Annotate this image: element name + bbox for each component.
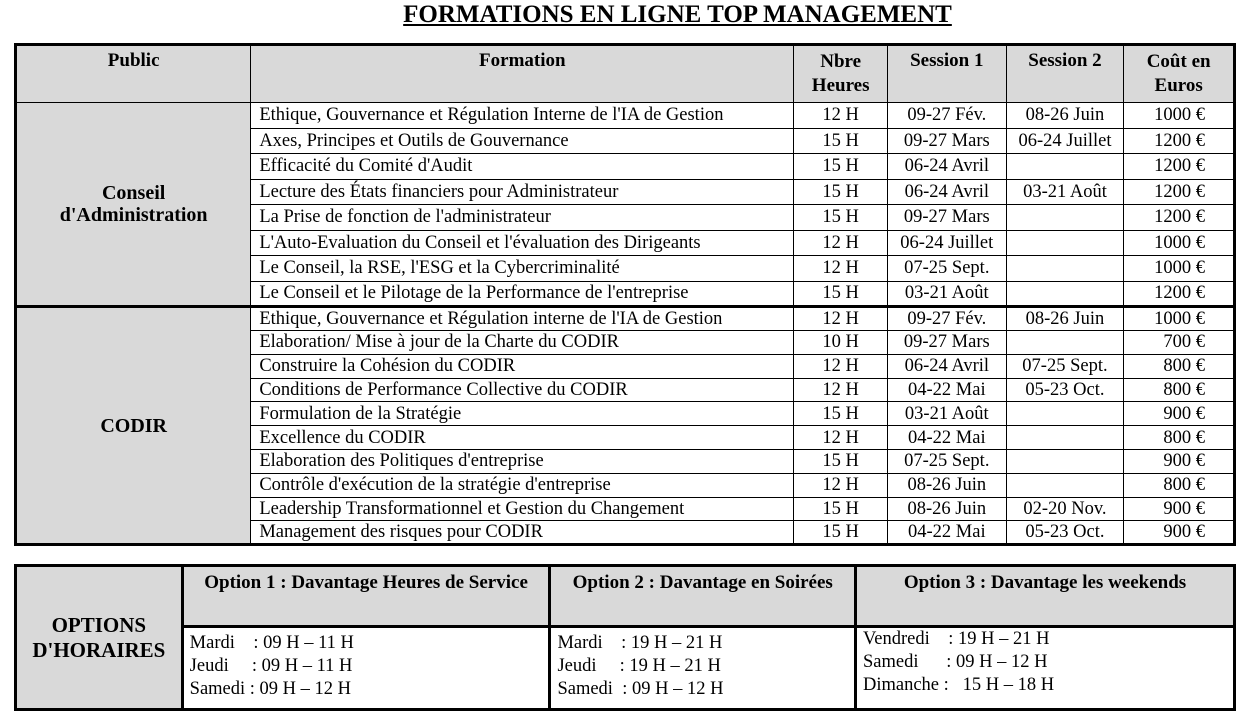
cost-cell: 1000 € xyxy=(1124,256,1235,282)
formation-cell: Elaboration des Politiques d'entreprise xyxy=(251,449,794,473)
session2-cell xyxy=(1006,230,1124,256)
schedule-line: Jeudi : 09 H – 11 H xyxy=(189,656,353,676)
hours-cell: 15 H xyxy=(794,521,888,545)
formation-cell: Lecture des États financiers pour Administrateur xyxy=(251,179,794,205)
table-header-row xyxy=(16,45,1235,103)
cost-cell: 1200 € xyxy=(1124,154,1235,180)
cost-cell: 1000 € xyxy=(1124,230,1235,256)
formation-cell: Le Conseil et le Pilotage de la Performance de l'entreprise xyxy=(251,281,794,307)
cost-cell: 900 € xyxy=(1124,449,1235,473)
formation-cell: Leadership Transformationnel et Gestion du Changement xyxy=(251,497,794,521)
formation-cell: Le Conseil, la RSE, l'ESG et la Cybercriminalité xyxy=(251,256,794,282)
cost-cell: 900 € xyxy=(1124,402,1235,426)
hours-cell: 15 H xyxy=(794,205,888,231)
hours-cell: 15 H xyxy=(794,281,888,307)
session1-cell: 09-27 Mars xyxy=(887,331,1006,355)
session2-cell xyxy=(1006,402,1124,426)
session2-cell: 08-26 Juin xyxy=(1006,307,1124,331)
hours-cell: 12 H xyxy=(794,354,888,378)
header-session1: Session 1 xyxy=(887,45,1006,103)
hours-cell: 15 H xyxy=(794,449,888,473)
options-label xyxy=(16,566,183,710)
session1-cell: 06-24 Avril xyxy=(887,154,1006,180)
formation-cell: Construire la Cohésion du CODIR xyxy=(251,354,794,378)
hours-cell: 12 H xyxy=(794,426,888,450)
cost-cell: 800 € xyxy=(1124,378,1235,402)
session1-cell: 06-24 Avril xyxy=(887,354,1006,378)
options-label-line1: OPTIONS xyxy=(51,612,147,637)
table-row xyxy=(16,307,1235,331)
formation-cell: Ethique, Gouvernance et Régulation interne de l'IA de Gestion xyxy=(251,307,794,331)
option-2-title: Option 2 : Davantage en Soirées xyxy=(550,566,856,627)
schedule-line: Samedi : 09 H – 12 H xyxy=(557,679,724,699)
schedule-line: Mardi : 19 H – 21 H xyxy=(557,633,723,653)
option-1-schedule xyxy=(182,627,550,710)
formation-cell: Ethique, Gouvernance et Régulation Interne de l'IA de Gestion xyxy=(251,103,794,129)
session1-cell: 07-25 Sept. xyxy=(887,256,1006,282)
hours-cell: 15 H xyxy=(794,154,888,180)
session1-cell: 07-25 Sept. xyxy=(887,449,1006,473)
session2-cell xyxy=(1006,256,1124,282)
cost-cell: 1000 € xyxy=(1124,307,1235,331)
schedule-line: Vendredi : 19 H – 21 H xyxy=(863,629,1050,649)
formation-cell: Excellence du CODIR xyxy=(251,426,794,450)
session2-cell xyxy=(1006,449,1124,473)
schedule-line: Dimanche : 15 H – 18 H xyxy=(863,675,1055,695)
cost-cell: 800 € xyxy=(1124,473,1235,497)
cost-cell: 800 € xyxy=(1124,426,1235,450)
session2-cell: 02-20 Nov. xyxy=(1006,497,1124,521)
cost-cell: 1000 € xyxy=(1124,103,1235,129)
hours-cell: 12 H xyxy=(794,230,888,256)
session1-cell: 04-22 Mai xyxy=(887,378,1006,402)
session1-cell: 08-26 Juin xyxy=(887,473,1006,497)
cost-cell: 1200 € xyxy=(1124,205,1235,231)
session1-cell: 09-27 Fév. xyxy=(887,307,1006,331)
schedule-line: Samedi : 09 H – 12 H xyxy=(863,652,1048,672)
cost-cell: 800 € xyxy=(1124,354,1235,378)
session1-cell: 09-27 Fév. xyxy=(887,103,1006,129)
hours-cell: 10 H xyxy=(794,331,888,355)
schedule-options-table xyxy=(14,564,1236,711)
cost-cell: 1200 € xyxy=(1124,128,1235,154)
hours-cell: 15 H xyxy=(794,128,888,154)
hours-cell: 12 H xyxy=(794,473,888,497)
hours-cell: 15 H xyxy=(794,402,888,426)
header-hours: Nbre Heures xyxy=(794,45,888,103)
header-public: Public xyxy=(16,45,251,103)
session2-cell: 03-21 Août xyxy=(1006,179,1124,205)
formation-cell: Efficacité du Comité d'Audit xyxy=(251,154,794,180)
session1-cell: 09-27 Mars xyxy=(887,205,1006,231)
session1-cell: 03-21 Août xyxy=(887,281,1006,307)
header-cost: Coût en Euros xyxy=(1124,45,1235,103)
schedule-line: Jeudi : 19 H – 21 H xyxy=(557,656,721,676)
session2-cell: 07-25 Sept. xyxy=(1006,354,1124,378)
session2-cell: 05-23 Oct. xyxy=(1006,378,1124,402)
session1-cell: 06-24 Avril xyxy=(887,179,1006,205)
hours-cell: 12 H xyxy=(794,378,888,402)
formation-cell: Contrôle d'exécution de la stratégie d'entreprise xyxy=(251,473,794,497)
hours-cell: 12 H xyxy=(794,103,888,129)
session1-cell: 03-21 Août xyxy=(887,402,1006,426)
hours-cell: 12 H xyxy=(794,256,888,282)
table-row xyxy=(16,103,1235,129)
session2-cell xyxy=(1006,426,1124,450)
session1-cell: 04-22 Mai xyxy=(887,426,1006,450)
cost-cell: 900 € xyxy=(1124,521,1235,545)
hours-cell: 12 H xyxy=(794,307,888,331)
public-cell: CODIR xyxy=(16,307,251,545)
session2-cell xyxy=(1006,281,1124,307)
formation-cell: Elaboration/ Mise à jour de la Charte du CODIR xyxy=(251,331,794,355)
session2-cell xyxy=(1006,331,1124,355)
cost-cell: 900 € xyxy=(1124,497,1235,521)
session2-cell: 08-26 Juin xyxy=(1006,103,1124,129)
public-cell: Conseil d'Administration xyxy=(16,103,251,307)
cost-cell: 1200 € xyxy=(1124,179,1235,205)
header-session2: Session 2 xyxy=(1006,45,1124,103)
session1-cell: 06-24 Juillet xyxy=(887,230,1006,256)
formation-cell: Formulation de la Stratégie xyxy=(251,402,794,426)
header-formation: Formation xyxy=(251,45,794,103)
options-label-line2: D'HORAIRES xyxy=(32,637,166,662)
option-3-schedule xyxy=(856,627,1235,710)
formation-cell: Conditions de Performance Collective du CODIR xyxy=(251,378,794,402)
formation-cell: Management des risques pour CODIR xyxy=(251,521,794,545)
schedule-line: Mardi : 09 H – 11 H xyxy=(189,633,354,653)
training-table xyxy=(14,43,1236,546)
session2-cell xyxy=(1006,154,1124,180)
formation-cell: La Prise de fonction de l'administrateur xyxy=(251,205,794,231)
session2-cell xyxy=(1006,473,1124,497)
session1-cell: 04-22 Mai xyxy=(887,521,1006,545)
option-3-title: Option 3 : Davantage les weekends xyxy=(856,566,1235,627)
session1-cell: 08-26 Juin xyxy=(887,497,1006,521)
option-2-schedule xyxy=(550,627,856,710)
session2-cell: 05-23 Oct. xyxy=(1006,521,1124,545)
session2-cell xyxy=(1006,205,1124,231)
cost-cell: 1200 € xyxy=(1124,281,1235,307)
hours-cell: 15 H xyxy=(794,179,888,205)
page-title: FORMATIONS EN LIGNE TOP MANAGEMENT xyxy=(403,1,952,28)
hours-cell: 15 H xyxy=(794,497,888,521)
session1-cell: 09-27 Mars xyxy=(887,128,1006,154)
cost-cell: 700 € xyxy=(1124,331,1235,355)
formation-cell: Axes, Principes et Outils de Gouvernance xyxy=(251,128,794,154)
session2-cell: 06-24 Juillet xyxy=(1006,128,1124,154)
formation-cell: L'Auto-Evaluation du Conseil et l'évaluation des Dirigeants xyxy=(251,230,794,256)
option-1-title: Option 1 : Davantage Heures de Service xyxy=(182,566,550,627)
schedule-line: Samedi : 09 H – 12 H xyxy=(189,679,352,699)
